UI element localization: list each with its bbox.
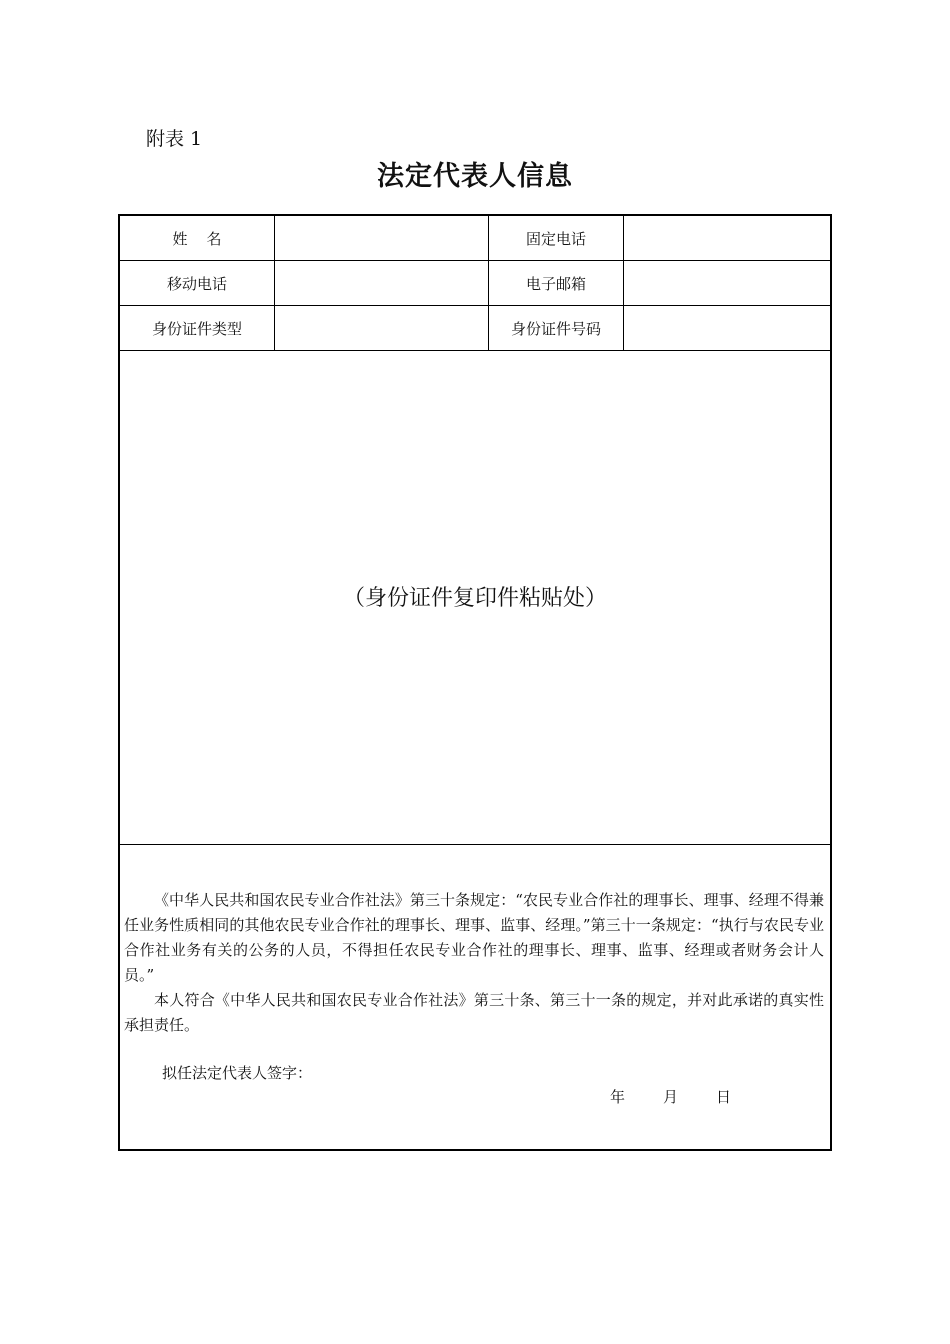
mobile-label: 移动电话 — [120, 261, 275, 305]
legal-statement — [124, 888, 824, 1038]
appendix-label: 附表 1 — [146, 128, 203, 150]
name-field[interactable] — [275, 216, 489, 260]
date-day: 日 — [716, 1088, 732, 1106]
id-type-field[interactable] — [275, 306, 489, 350]
legal-representative-form — [118, 214, 832, 1151]
statement-paragraph-2: 本人符合《中华人民共和国农民专业合作社法》第三十条、第三十一条的规定，并对此承诺的真实性承担责任。 — [124, 991, 824, 1034]
date-line — [610, 1086, 731, 1107]
mobile-field[interactable] — [275, 261, 489, 305]
page-title: 法定代表人信息 — [377, 161, 573, 192]
id-type-label: 身份证件类型 — [120, 306, 275, 350]
form-row-name-phone — [120, 216, 830, 261]
email-label: 电子邮箱 — [489, 261, 624, 305]
landline-label: 固定电话 — [489, 216, 624, 260]
signature-label: 拟任法定代表人签字： — [162, 1064, 313, 1082]
name-label: 姓 名 — [120, 216, 275, 260]
form-row-id — [120, 306, 830, 351]
date-month: 月 — [663, 1088, 679, 1106]
statement-paragraph-1: 《中华人民共和国农民专业合作社法》第三十条规定：“农民专业合作社的理事长、理事、经理不得兼任业务性质相同的其他农民专业合作社的理事长、理事、监事、经理。”第三十一条规定：“执行与农民专业合作社业务有关的公务的人员，不得担任农民专业合作社的理事长、理事、监事、经理或者财务会计人员。” — [124, 891, 824, 984]
id-copy-paste-area — [120, 351, 830, 845]
id-number-label: 身份证件号码 — [489, 306, 624, 350]
form-row-mobile-email — [120, 261, 830, 306]
id-number-field[interactable] — [624, 306, 830, 350]
date-year: 年 — [610, 1088, 626, 1106]
landline-field[interactable] — [624, 216, 830, 260]
email-field[interactable] — [624, 261, 830, 305]
paste-area-label: （身份证件复印件粘贴处） — [342, 586, 607, 611]
